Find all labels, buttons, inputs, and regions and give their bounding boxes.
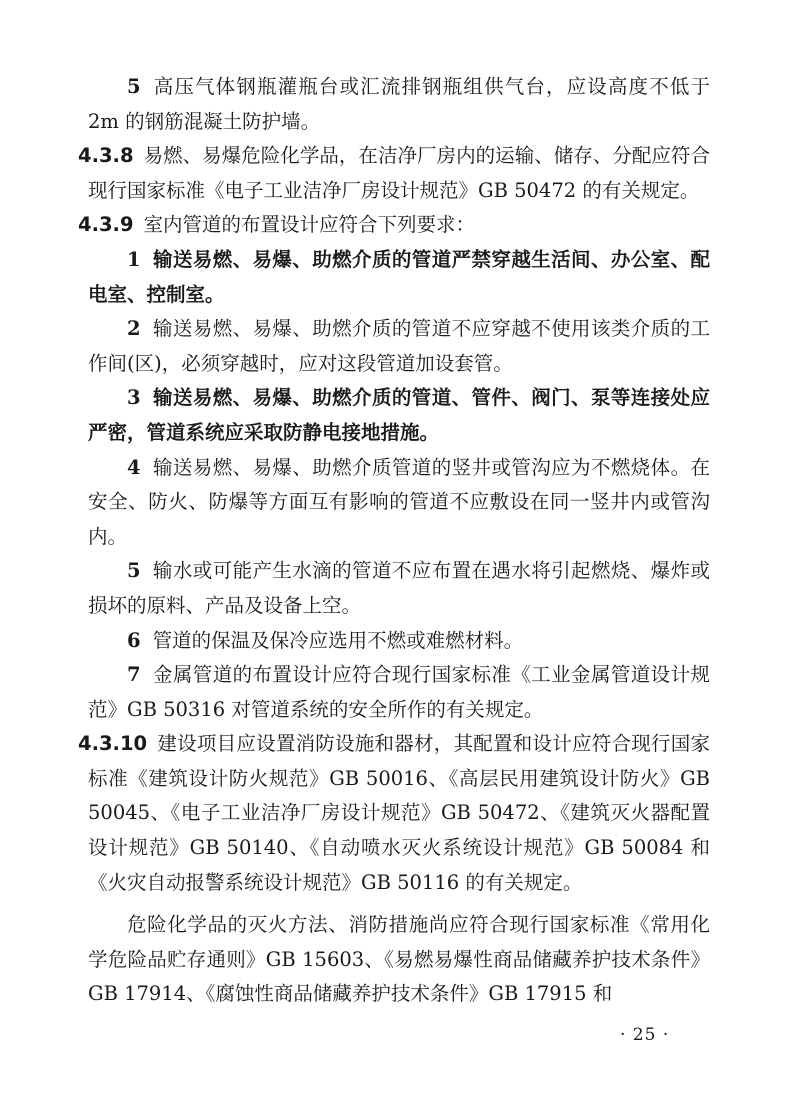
item-3: [88, 381, 710, 450]
item-6: [88, 624, 710, 659]
clause-text: 建设项目应设置消防设施和器材，其配置和设计应符合现行国家标准《建筑设计防火规范》GB 50016、《高层民用建筑设计防火》GB 50045、《电子工业洁净厂房设计规范》GB 50472、《建筑灭火器配置设计规范》GB 50140、《自动喷水灭火系统设计规范》GB 50084 和《火灾自动报警系统设计规范》GB 50116 的有关规定。: [88, 732, 710, 894]
item-number: 6: [127, 628, 141, 652]
item-5b: [88, 554, 710, 623]
clause-number: 4.3.8: [78, 144, 134, 168]
item-text: 输送易燃、易爆、助燃介质的管道不应穿越不使用该类介质的工作间(区)，必须穿越时，应对这段管道加设套管。: [88, 317, 710, 375]
clause-4-3-10: [78, 727, 710, 900]
item-text: 输送易燃、易爆、助燃介质的管道严禁穿越生活间、办公室、配电室、控制室。: [88, 247, 710, 306]
item-text: 金属管道的布置设计应符合现行国家标准《工业金属管道设计规范》GB 50316 对管道系统的安全所作的有关规定。: [88, 663, 710, 721]
item-text: 输送易燃、易爆、助燃介质的管道、管件、阀门、泵等连接处应严密，管道系统应采取防静电接地措施。: [88, 386, 710, 444]
clause-text: 室内管道的布置设计应符合下列要求：: [143, 213, 476, 237]
item-number: 5: [127, 559, 141, 583]
item-number: 4: [127, 455, 141, 479]
clause-4-3-9: [78, 208, 710, 243]
clause-number: 4.3.9: [78, 213, 134, 237]
body-text: [78, 70, 710, 1012]
page-number: · 25 ·: [620, 1025, 670, 1045]
clause-text: 易燃、易爆危险化学品，在洁净厂房内的运输、储存、分配应符合现行国家标准《电子工业洁净厂房设计规范》GB 50472 的有关规定。: [88, 144, 710, 202]
item-4: [88, 451, 710, 555]
item-number: 1: [127, 247, 141, 271]
closing-paragraph: 危险化学品的灭火方法、消防措施尚应符合现行国家标准《常用化学危险品贮存通则》GB 15603、《易燃易爆性商品储藏养护技术条件》GB 17914、《腐蚀性商品储藏养护技术条件》GB 17915 和: [88, 913, 710, 1006]
clause-4-3-8: [78, 139, 710, 208]
item-text: 管道的保温及保冷应选用不燃或难燃材料。: [152, 628, 524, 652]
clause-number: 4.3.10: [78, 732, 148, 756]
item-2: [88, 312, 710, 381]
item-5: [88, 70, 710, 139]
item-number: 3: [127, 386, 141, 410]
item-number: 5: [127, 75, 141, 98]
item-1: [88, 243, 710, 312]
item-number: 2: [127, 317, 141, 341]
item-7: [88, 658, 710, 727]
item-text: 输送易燃、易爆、助燃介质管道的竖井或管沟应为不燃烧体。在安全、防火、防爆等方面互有影响的管道不应敷设在同一竖井内或管沟内。: [88, 455, 710, 548]
item-text: 输水或可能产生水滴的管道不应布置在遇水将引起燃烧、爆炸或损坏的原料、产品及设备上空。: [88, 559, 710, 617]
item-number: 7: [127, 663, 141, 687]
item-text: 高压气体钢瓶灌瓶台或汇流排钢瓶组供气台，应设高度不低于 2m 的钢筋混凝土防护墙。: [88, 75, 710, 133]
